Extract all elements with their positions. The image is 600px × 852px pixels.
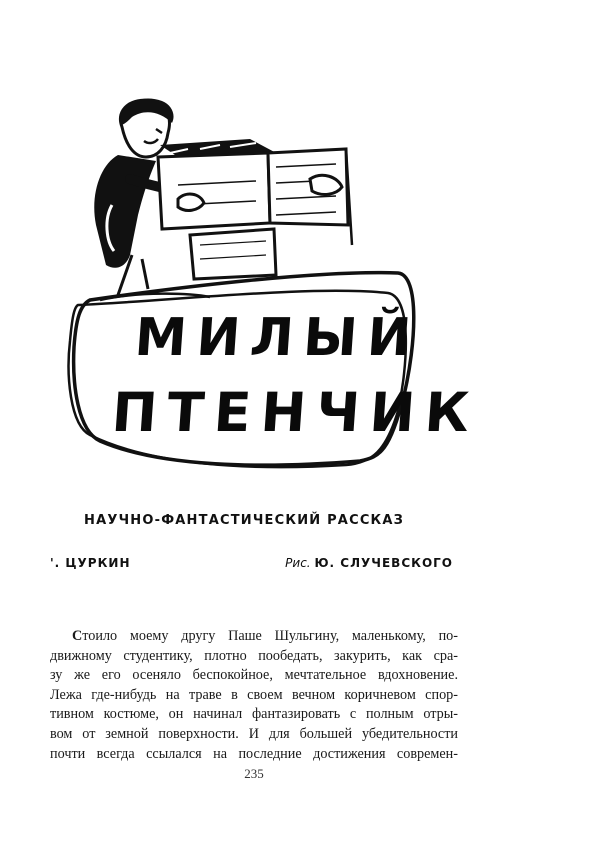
drop-cap: С (72, 628, 83, 644)
story-body (50, 627, 458, 764)
author-name: '. ЦУРКИН (50, 556, 131, 570)
illustrator-name: Ю. СЛУЧЕВСКОГО (314, 556, 453, 570)
man-body (94, 155, 156, 268)
box-lower (190, 229, 276, 279)
body-line: Стоило моему другу Паше Шульгину, маленькому, по- (72, 628, 458, 644)
body-line: Лежа где-нибудь на траве в своем вечном коричневом спор- (50, 686, 458, 703)
illustrator-prefix: Рис. (285, 556, 315, 570)
body-line: движному студентику, плотно пообедать, закурить, как сра- (50, 647, 458, 664)
man-hand-left (178, 194, 204, 210)
body-line: зу же его осеняло беспокойное, мечтательное вдохновение. (50, 667, 458, 684)
box-front (158, 153, 270, 229)
illustrator-credit (285, 556, 453, 570)
story-title-line-1: МИЛЫЙ (132, 308, 423, 368)
body-line: тивном костюме, он начинал фантазировать с полным отры- (50, 706, 458, 723)
story-subtitle: НАУЧНО-ФАНТАСТИЧЕСКИЙ РАССКАЗ (84, 513, 405, 528)
story-title-line-2: ПТЕНЧИК (109, 381, 482, 444)
body-line: почти всегда ссылался на последние достижения современ- (50, 745, 458, 762)
body-line: вом от земной поверхности. И для большей убедительности (50, 725, 458, 742)
page-number: 235 (244, 766, 264, 781)
